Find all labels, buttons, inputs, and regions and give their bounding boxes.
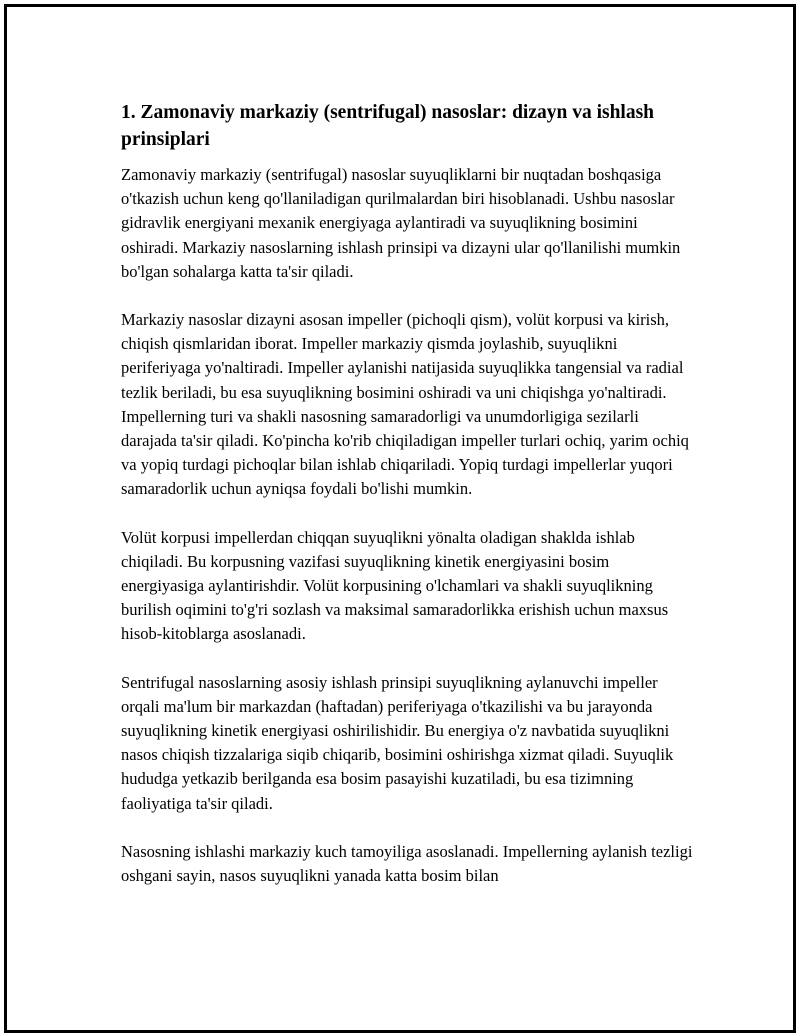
page-frame xyxy=(4,4,796,1033)
section-heading: 1. Zamonaviy markaziy (sentrifugal) nasoslar: dizayn va ishlash prinsiplari xyxy=(121,102,655,150)
paragraph-1: Zamonaviy markaziy (sentrifugal) nasoslar suyuqliklarni bir nuqtadan boshqasiga o'tkazish uchun keng qo'llaniladigan qurilmalardan biri hisoblanadi. Ushbu nasoslar gidravlik energiyani mexanik energiyaga aylantiradi va suyuqlikning bosimini oshiradi. Markaziy nasoslarning ishlash prinsipi va dizayni ular qo'llanilishi mumkin bo'lgan sohalarga katta ta'sir qiladi. xyxy=(121,165,681,281)
paragraph-2: Markaziy nasoslar dizayni asosan impeller (pichoqli qism), volüt korpusi va kirish, chiqish qismlaridan iborat. Impeller markaziy qismda joylashib, suyuqlikni periferiyaga yo'naltiradi. Impeller aylanishi natijasida suyuqlikka tangensial va radial tezlik beriladi, bu esa suyuqlikning bosimini oshiradi va uni chiqishga yo'naltiradi. Impellerning turi va shakli nasosning samaradorligi va unumdorligiga sezilarli darajada ta'sir qiladi. Ko'pincha ko'rib chiqiladigan impeller turlari ochiq, yarim ochiq va yopiq turdagi pichoqlar bilan ishlab chiqariladi. Yopiq turdagi impellerlar yuqori samaradorlik uchun ayniqsa foydali bo'lishi mumkin. xyxy=(121,310,689,499)
paragraph-3: Volüt korpusi impellerdan chiqqan suyuqlikni yönalta oladigan shaklda ishlab chiqiladi. Bu korpusning vazifasi suyuqlikning kinetik energiyasini bosim energiyasiga aylantirishdir. Volüt korpusining o'lchamlari va shakli suyuqlikning burilish oqimini to'g'ri sozlash va maksimal samaradorlikka erishish uchun maxsus hisob-kitoblarga asoslanadi. xyxy=(121,527,669,644)
paragraph-4: Sentrifugal nasoslarning asosiy ishlash prinsipi suyuqlikning aylanuvchi impeller orqali ma'lum bir markazdan (haftadan) periferiyaga o'tkazilishi va bu jarayonda suyuqlikning kinetik energiyasi oshirilishidir. Bu energiya o'z navbatida suyuqlikni nasos chiqish tizzalariga siqib chiqarib, bosimini oshirishga xizmat qiladi. Suyuqlik hududga yetkazib berilganda esa bosim pasayishi kuzatiladi, bu esa tizimning faoliyatiga ta'sir qiladi. xyxy=(121,672,674,813)
document-body xyxy=(121,99,695,912)
paragraph-5: Nasosning ishlashi markaziy kuch tamoyiliga asoslanadi. Impellerning aylanish tezligi oshgani sayin, nasos suyuqlikni yanada katta bosim bilan xyxy=(121,841,693,886)
